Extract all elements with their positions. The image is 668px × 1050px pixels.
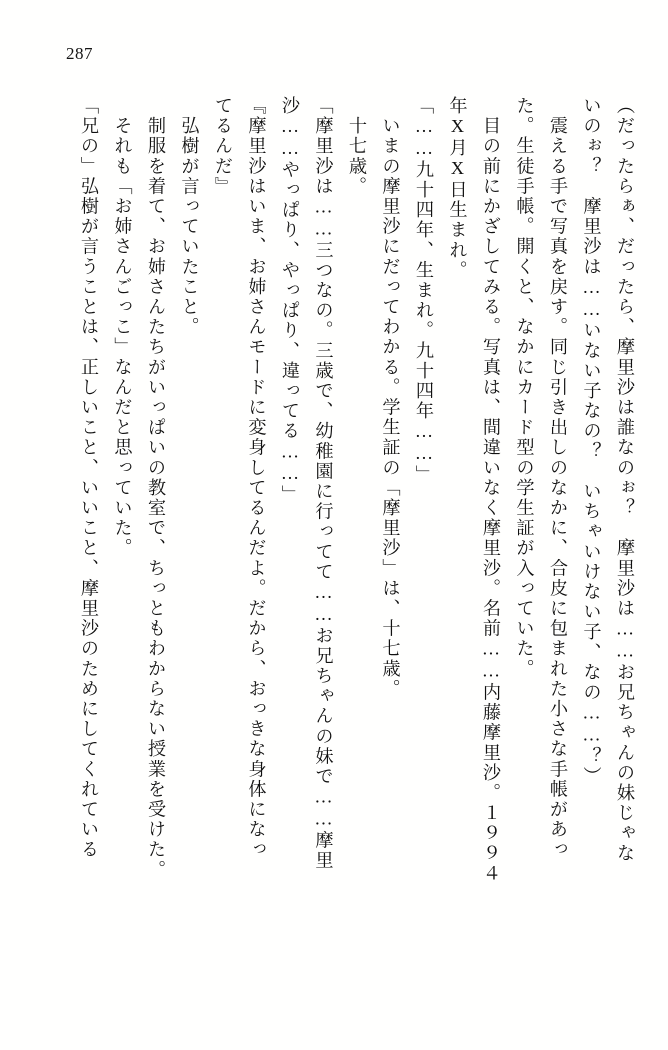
text-line: （だったらぁ、だったら、摩里沙は誰なのぉ？ 摩里沙は……お兄ちゃんの妹じゃな bbox=[615, 96, 635, 864]
text-line: てるんだ』 bbox=[213, 96, 233, 197]
text-line: 『摩里沙はいま、お姉さんモードに変身してるんだよ。だから、おっきな身体になっ bbox=[246, 96, 267, 860]
text-line: 「……九十四年、生まれ。九十四年……」 bbox=[414, 96, 434, 486]
text-line: 弘樹が言っていたこと。 bbox=[179, 96, 200, 338]
text-line: た。生徒手帳。開くと、なかにカード型の学生証が入っていた。 bbox=[514, 96, 535, 679]
text-line: いのぉ？ 摩里沙は……いない子なの？ いちゃいけない子、なの……？） bbox=[581, 96, 602, 787]
text-line: 「兄の」弘樹が言うことは、正しいこと、いいこと、摩里沙のためにしてくれている bbox=[79, 96, 99, 860]
text-line: 十七歳。 bbox=[347, 96, 367, 197]
text-line: 目の前にかざしてみる。写真は、間違いなく摩里沙。名前……内藤摩里沙。１９９４ bbox=[481, 96, 501, 884]
text-line: 「摩里沙は……三つなの。三歳で、幼稚園に行ってて……お兄ちゃんの妹で……摩里 bbox=[313, 96, 334, 871]
text-line: それも「お姉さんごっこ」なんだと思っていた。 bbox=[112, 96, 133, 559]
vertical-text-body bbox=[34, 96, 634, 1026]
page-number: 287 bbox=[66, 44, 93, 63]
text-line: 制服を着て、お姉さんたちがいっぱいの教室で、ちっともわからない授業を受けた。 bbox=[146, 96, 166, 880]
text-line: 年X月X日生まれ。 bbox=[447, 96, 468, 281]
text-line: 沙……やっぱり、やっぱり、違ってる……」 bbox=[280, 96, 300, 506]
text-line: 震える手で写真を戻す。同じ引き出しのなかに、合皮に包まれた小さな手帳があっ bbox=[548, 96, 568, 860]
text-line: いまの摩里沙にだってわかる。学生証の「摩里沙」は、十七歳。 bbox=[380, 96, 401, 699]
